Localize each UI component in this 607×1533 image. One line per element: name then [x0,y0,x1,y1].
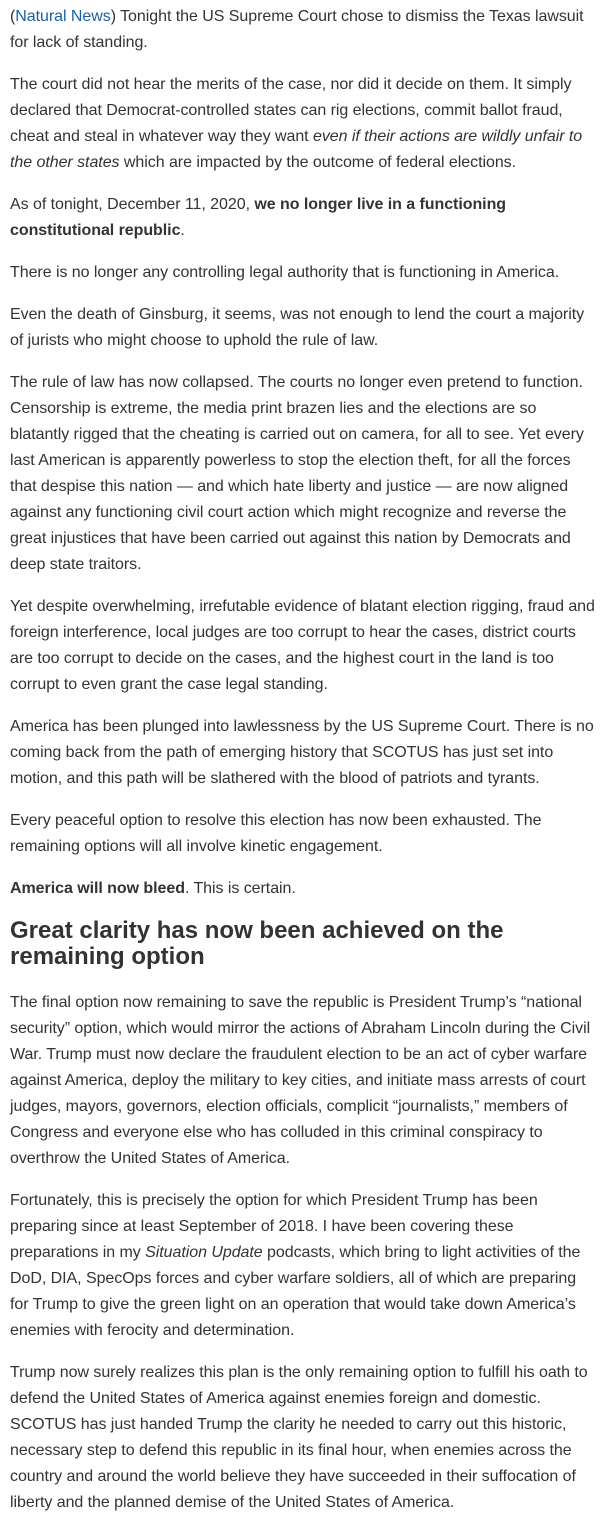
paragraph-text-after: which are impacted by the outcome of federal elections. [119,154,517,171]
paragraph-lawlessness: America has been plunged into lawlessness by the US Supreme Court. There is no coming back from the path of emerging history that SCOTUS has just set into motion, and this path will be slathered with the blood of patriots and tyrants. [10,718,594,787]
paragraph-text: The court did not hear the merits of the case, nor did it decide on them. It simply declared that Democrat-controlled states can rig elections, commit ballot fraud, cheat and steal in whatever way they want [10,76,572,145]
paragraph-preparations [10,1188,597,1344]
paragraph-text: ) Tonight the US Supreme Court chose to dismiss the Texas lawsuit for lack of standing. [10,8,584,51]
paragraph-intro [10,4,597,56]
paragraph-text-after: . This is certain. [184,880,296,897]
paragraph-peaceful-option: Every peaceful option to resolve this election has now been exhausted. The remaining options will all involve kinetic engagement. [10,812,542,855]
paragraph-bleed [10,876,597,902]
bold-emphasis: we no longer live in a functioning constitutional republic [10,196,507,239]
italic-podcast-title: Situation Update [145,1244,263,1261]
paragraph-text: Fortunately, this is precisely the option for which President Trump has been preparing since at least September of 2018. I have been covering these preparations in my [10,1192,538,1261]
section-heading: Great clarity has now been achieved on the remaining option [10,917,504,970]
paragraph-national-security: The final option now remaining to save the republic is President Trump’s “national security” option, which would mirror the actions of Abraham Lincoln during the Civil War. Trump must now declare the fraudulent election to be an act of cyber warfare against America, deploy the military to key cities, and initiate mass arrests of court judges, mayors, governors, election officials, complicit “journalists,” members of Congress and everyone else who has colluded in this criminal conspiracy to overthrow the United States of America. [10,994,591,1167]
paragraph-legal-authority: There is no longer any controlling legal authority that is functioning in America. [10,264,560,281]
paragraph-rule-of-law: The rule of law has now collapsed. The courts no longer even pretend to function. Censorship is extreme, the media print brazen lies and the elections are so blatantly rigged that the cheating is carried out on camera, for all to see. Yet every last American is apparently powerless to stop the election theft, for all the forces that despise this nation — and which hate liberty and justice — are now aligned against any functioning civil court action which might recognize and reverse the great injustices that have been carried out against this nation by Democrats and deep state traitors. [10,374,584,573]
paragraph-ginsburg: Even the death of Ginsburg, it seems, was not enough to lend the court a majority of jurists who might choose to uphold the rule of law. [10,306,585,349]
paragraph-text-after: . [180,222,185,239]
paragraph-merits [10,72,597,176]
paragraph-text: As of tonight, December 11, 2020, [10,196,255,213]
paragraph-text-after: podcasts, which bring to light activities of the DoD, DIA, SpecOps forces and cyber warfare soldiers, all of which are preparing for Trump to give the green light on an operation that would take down America’s enemies with ferocity and determination. [10,1244,581,1339]
bold-emphasis: America will now bleed [10,880,185,897]
paragraph-evidence: Yet despite overwhelming, irrefutable evidence of blatant election rigging, fraud and foreign interference, local judges are too corrupt to hear the cases, district courts are too corrupt to decide on the cases, and the highest court in the land is too corrupt to even grant the case legal standing. [10,598,595,693]
paren-open: ( [10,8,16,25]
paragraph-oath: Trump now surely realizes this plan is the only remaining option to fulfill his oath to defend the United States of America against enemies foreign and domestic. SCOTUS has just handed Trump the clarity he needed to carry out this historic, necessary step to defend this republic in its final hour, when enemies across the country and around the world believe they have succeeded in their suffocation of liberty and the planned demise of the United States of America. [10,1364,588,1511]
source-link-natural-news[interactable]: Natural News [15,8,111,25]
italic-emphasis: even if their actions are wildly unfair to the other states [10,128,583,171]
paragraph-date [10,192,597,244]
